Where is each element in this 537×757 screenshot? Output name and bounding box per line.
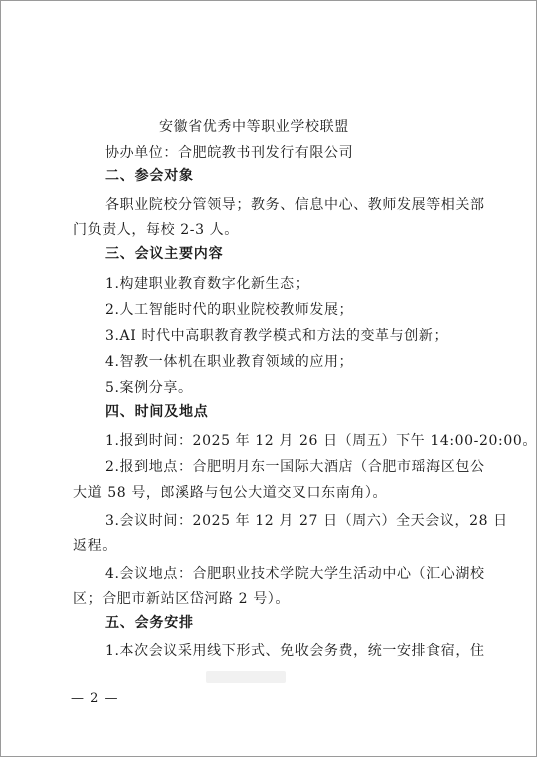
registration-place-line-2: 大道 58 号，郎溪路与包公大道交叉口东南角）。 [73, 485, 388, 501]
content-item-3: 3.AI 时代中高职教育教学模式和方法的变革与创新； [105, 328, 449, 344]
content-item-1: 1.构建职业教育数字化新生态； [105, 276, 310, 292]
content-item-2: 2.人工智能时代的职业院校教师发展； [105, 302, 354, 318]
registration-time-line: 1.报到时间：2025 年 12 月 26 日（周五）下午 14:00-20:00。 [105, 433, 537, 449]
meeting-place-line-2: 区；合肥市新站区岱河路 2 号）。 [73, 591, 291, 607]
organizer-line: 安徽省优秀中等职业学校联盟 [159, 119, 349, 135]
attendees-paragraph-line-1: 各职业院校分管领导；教务、信息中心、教师发展等相关部 [105, 197, 485, 213]
content-item-5: 5.案例分享。 [105, 380, 193, 396]
section-heading-time-place: 四、时间及地点 [105, 404, 209, 420]
co-organizer-line: 协办单位：合肥皖教书刊发行有限公司 [105, 145, 354, 161]
content-item-4: 4.智教一体机在职业教育领域的应用； [105, 354, 354, 370]
meeting-time-line-2: 返程。 [73, 538, 117, 554]
section-heading-attendees: 二、参会对象 [105, 168, 194, 184]
registration-place-line-1: 2.报到地点：合肥明月东一国际大酒店（合肥市瑶海区包公 [105, 459, 485, 475]
section-heading-arrangements: 五、会务安排 [105, 615, 194, 631]
meeting-place-line-1: 4.会议地点：合肥职业技术学院大学生活动中心（汇心湖校 [105, 566, 485, 582]
meeting-time-line-1: 3.会议时间：2025 年 12 月 27 日（周六）全天会议，28 日 [105, 513, 508, 529]
bleed-through-mark [206, 671, 286, 683]
arrangements-line-1: 1.本次会议采用线下形式、免收会务费，统一安排食宿，住 [105, 643, 485, 659]
attendees-paragraph-line-2: 门负责人，每校 2-3 人。 [73, 222, 239, 238]
section-heading-content: 三、会议主要内容 [105, 246, 224, 262]
page-number: — 2 — [71, 691, 119, 706]
